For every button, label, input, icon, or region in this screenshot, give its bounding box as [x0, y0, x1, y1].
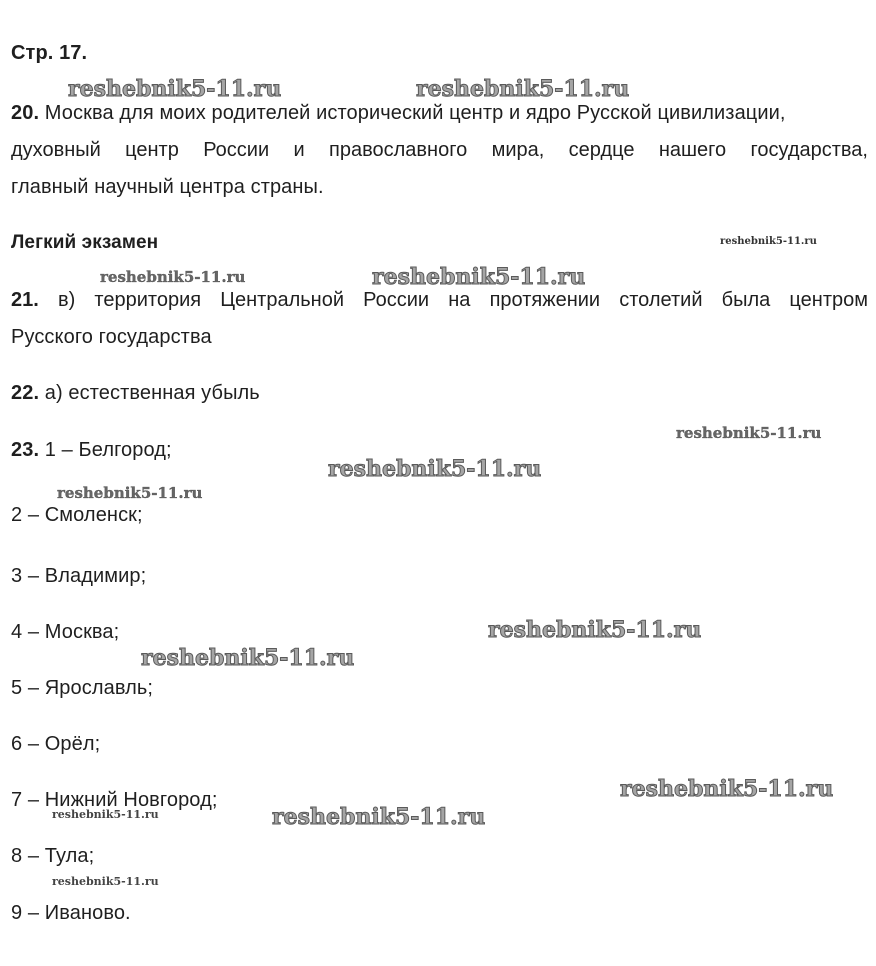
watermark: reshebnik5-11.ru — [52, 875, 159, 888]
list-item: 5 – Ярославль; — [11, 677, 154, 699]
question-21-line-2: Русского государства — [11, 326, 212, 348]
list-item: 8 – Тула; — [11, 845, 95, 867]
question-23-item-1 — [11, 438, 172, 462]
watermark: reshebnik5-11.ru — [52, 808, 159, 821]
question-21-line-1 — [11, 288, 868, 312]
question-20-line-2: духовный центр России и православного мира, сердце нашего государства, — [11, 139, 868, 161]
question-20-line-3: главный научный центра страны. — [11, 176, 324, 198]
watermark: reshebnik5-11.ru — [416, 76, 630, 102]
watermark: reshebnik5-11.ru — [372, 264, 586, 290]
watermark: reshebnik5-11.ru — [488, 617, 702, 643]
list-item: 2 – Смоленск; — [11, 504, 143, 526]
watermark: reshebnik5-11.ru — [328, 456, 542, 482]
watermark: reshebnik5-11.ru — [676, 424, 822, 442]
list-item: 6 – Орёл; — [11, 733, 101, 755]
watermark: reshebnik5-11.ru — [68, 76, 282, 102]
watermark: reshebnik5-11.ru — [141, 645, 355, 671]
list-item: 9 – Иваново. — [11, 902, 131, 924]
list-item: 7 – Нижний Новгород; — [11, 789, 218, 811]
list-item: 1 – Белгород; — [44, 439, 172, 461]
section-title: Легкий экзамен — [11, 232, 159, 253]
list-item: 4 – Москва; — [11, 621, 120, 643]
question-20-line-1 — [11, 101, 786, 125]
question-21-number: 21. — [11, 289, 39, 311]
question-20-text: Москва для моих родителей исторический центр и ядро Русской цивилизации, — [44, 102, 786, 124]
question-20-number: 20. — [11, 102, 40, 124]
question-22-number: 22. — [11, 382, 40, 404]
list-item: 3 – Владимир; — [11, 565, 147, 587]
page-label: Стр. 17. — [11, 42, 88, 64]
question-21-text: в) территория Центральной России на протяжении столетий была центром — [57, 289, 868, 311]
question-22 — [11, 381, 260, 405]
watermark: reshebnik5-11.ru — [272, 804, 486, 830]
watermark: reshebnik5-11.ru — [57, 484, 203, 502]
watermark: reshebnik5-11.ru — [100, 268, 246, 286]
question-23-number: 23. — [11, 439, 40, 461]
watermark: reshebnik5-11.ru — [620, 776, 834, 802]
question-22-text: а) естественная убыль — [44, 382, 260, 404]
watermark: reshebnik5-11.ru — [720, 236, 817, 247]
